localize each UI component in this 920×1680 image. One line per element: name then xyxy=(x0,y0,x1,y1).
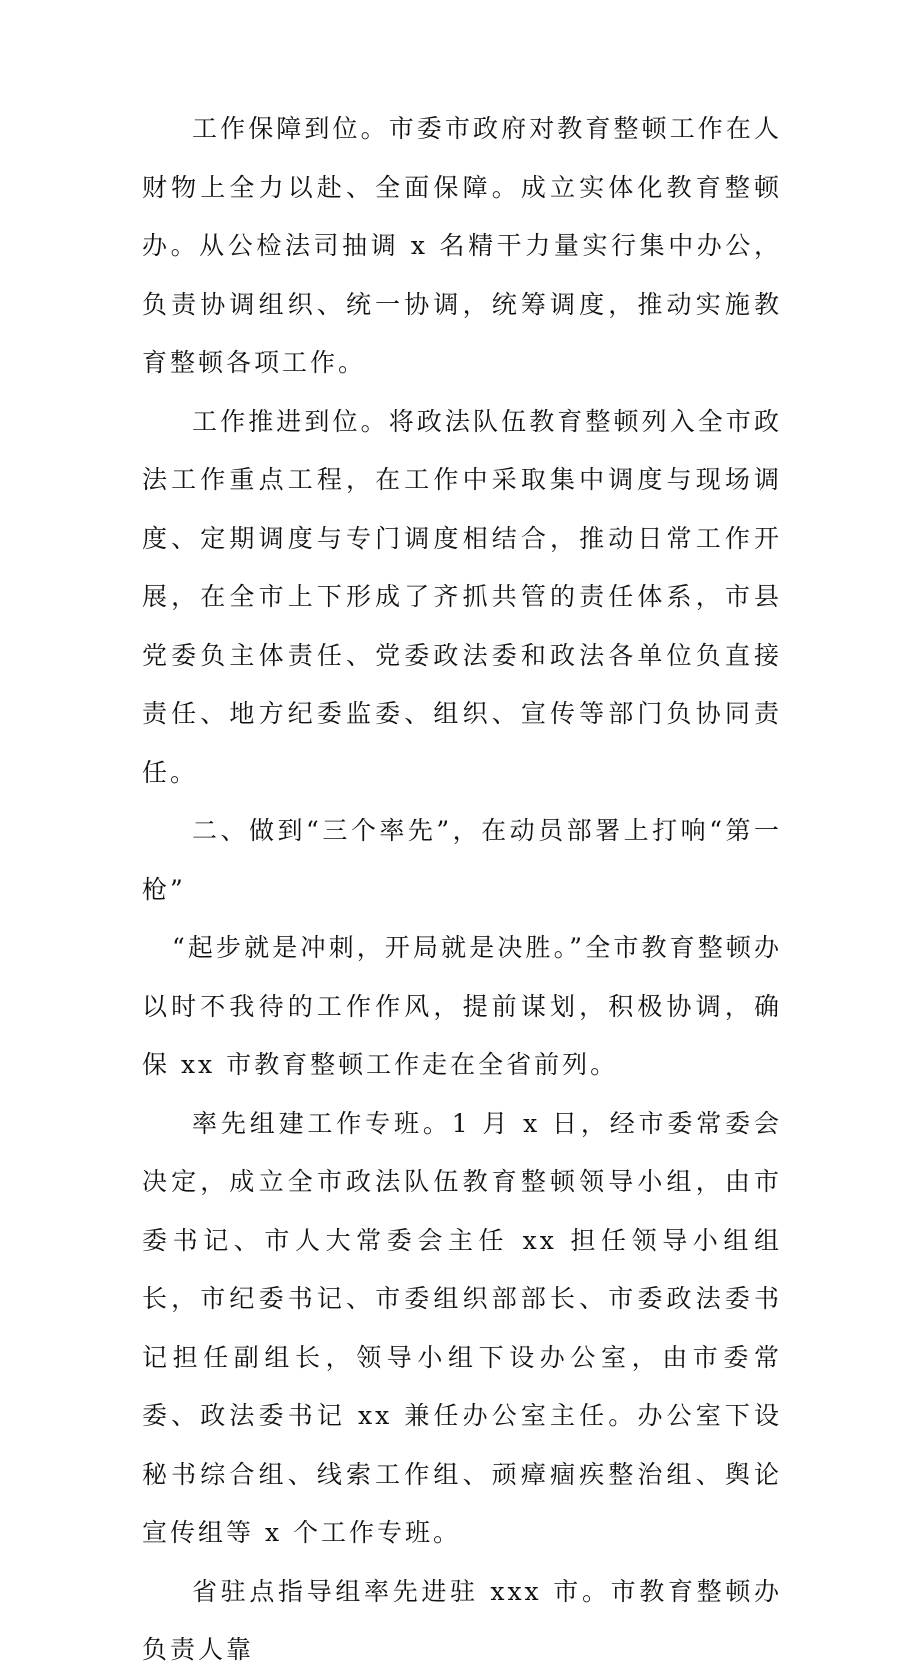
paragraph-work-progress: 工作推进到位。将政法队伍教育整顿列入全市政法工作重点工程，在工作中采取集中调度与现场调度、定期调度与专门调度相结合，推动日常工作开展，在全市上下形成了齐抓共管的责任体系，市县党委负主体责任、党委政法委和政法各单位负直接责任、地方纪委监委、组织、宣传等部门负协同责任。 xyxy=(142,406,782,787)
paragraph-provincial-group: 省驻点指导组率先进驻 xxx 市。市教育整顿办负责人靠 xyxy=(142,1576,782,1664)
document-page xyxy=(142,100,782,1680)
paragraph-quote: “起步就是冲刺，开局就是决胜。”全市教育整顿办以时不我待的工作作风，提前谋划，积极协调，确保 xx 市教育整顿工作走在全省前列。 xyxy=(142,933,782,1079)
section-heading-two: 二、做到“三个率先”，在动员部署上打响“第一枪” xyxy=(142,816,782,904)
paragraph-work-guarantee: 工作保障到位。市委市政府对教育整顿工作在人财物上全力以赴、全面保障。成立实体化教育整顿办。从公检法司抽调 x 名精干力量实行集中办公，负责协调组织、统一协调，统筹调度，推动实施教育整顿各项工作。 xyxy=(142,114,782,377)
paragraph-task-force: 率先组建工作专班。1 月 x 日，经市委常委会决定，成立全市政法队伍教育整顿领导小组，由市委书记、市人大常委会主任 xx 担任领导小组组长，市纪委书记、市委组织部部长、市委政法委书记担任副组长，领导小组下设办公室，由市委常委、政法委书记 xx 兼任办公室主任。办公室下设秘书综合组、线索工作组、顽瘴痼疾整治组、舆论宣传组等 x 个工作专班。 xyxy=(142,1108,782,1547)
